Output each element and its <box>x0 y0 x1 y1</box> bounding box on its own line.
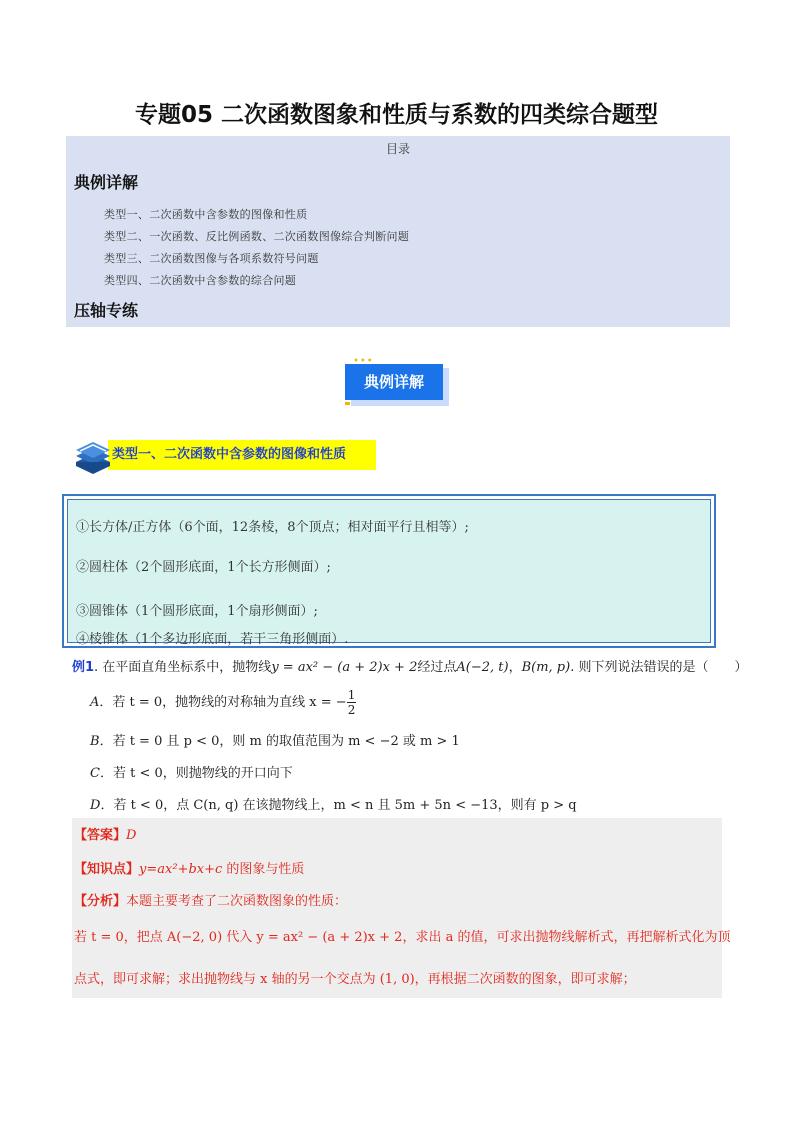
option-letter: B <box>90 734 100 749</box>
analysis-line <box>74 890 347 909</box>
book-stack-icon <box>72 436 114 478</box>
knowledge-label: 【知识点】 <box>74 862 140 877</box>
option-d[interactable] <box>90 794 577 813</box>
knowledge-line <box>74 858 304 877</box>
type-label: 类型一、二次函数中含参数的图像和性质 <box>108 440 376 470</box>
example-tag: 例1 <box>72 660 95 675</box>
answer-box <box>72 818 731 998</box>
note-line: ④棱锥体（1个多边形底面，若干三角形侧面）. <box>76 632 349 647</box>
fraction-numerator: 1 <box>347 688 356 702</box>
toc-label: 目录 <box>385 142 410 156</box>
stem-point-a: A(−2, t) <box>456 660 509 675</box>
example-stem <box>72 656 747 675</box>
badge-label: 典例详解 <box>345 364 443 400</box>
analysis-detail-1: 若 t = 0，把点 A(−2, 0) 代入 y = ax² − (a + 2)x + 2，求出 a 的值，可求出抛物线解析式，再把解析式化为顶 <box>74 930 731 945</box>
toc-item[interactable]: 类型一、二次函数中含参数的图像和性质 <box>104 208 308 221</box>
toc-section-practice[interactable]: 压轴专练 <box>74 301 139 320</box>
stem-point-b: B(m, p) <box>521 660 571 675</box>
badge-dots: ••• <box>353 356 374 367</box>
key-points-box <box>62 494 716 648</box>
answer-value: D <box>126 828 137 843</box>
knowledge-formula: y=ax²+bx+c <box>139 862 223 877</box>
section-badge <box>345 356 455 408</box>
table-of-contents <box>66 136 730 327</box>
option-c[interactable] <box>90 762 293 781</box>
type-banner <box>72 436 378 478</box>
badge-tick <box>345 402 350 405</box>
key-points-inner <box>67 499 711 647</box>
page-title: 专题05 二次函数图象和性质与系数的四类综合题型 <box>134 102 658 128</box>
note-line: ①长方体/正方体（6个面，12条棱，8个顶点；相对面平行且相等）; <box>76 520 469 535</box>
option-text: ．若 t = 0，抛物线的对称轴为直线 x = − <box>99 695 347 710</box>
stem-text-b: 经过点 <box>417 660 457 675</box>
toc-item[interactable]: 类型三、二次函数图像与各项系数符号问题 <box>104 252 319 265</box>
stem-sep: ， <box>508 660 522 675</box>
fraction-denominator: 2 <box>347 703 356 717</box>
option-b[interactable] <box>90 730 460 749</box>
toc-item[interactable]: 类型四、二次函数中含参数的综合问题 <box>104 274 297 287</box>
note-line: ③圆锥体（1个圆形底面，1个扇形侧面）; <box>76 604 318 619</box>
note-line: ②圆柱体（2个圆形底面，1个长方形侧面）; <box>76 560 331 575</box>
analysis-text: 本题主要考查了二次函数图象的性质： <box>126 894 348 909</box>
analysis-detail-2: 点式，即可求解；求出抛物线与 x 轴的另一个交点为 (1, 0)，再根据二次函数的图象，即可求解； <box>74 972 636 987</box>
analysis-label: 【分析】 <box>74 894 127 909</box>
knowledge-text: 的图象与性质 <box>222 862 305 877</box>
option-text: ．若 t < 0，则抛物线的开口向下 <box>99 766 293 781</box>
option-text: ．若 t = 0 且 p < 0，则 m 的取值范围为 m < −2 或 m > 1 <box>99 734 460 749</box>
answer-line <box>74 824 136 843</box>
stem-text-a: . 在平面直角坐标系中，抛物线 <box>94 660 272 675</box>
toc-item[interactable]: 类型二、一次函数、反比例函数、二次函数图像综合判断问题 <box>104 230 410 243</box>
toc-section-examples[interactable]: 典例详解 <box>74 173 139 192</box>
option-text: ．若 t < 0，点 C(n, q) 在该抛物线上，m < n 且 5m + 5n < −13，则有 p > q <box>100 798 577 813</box>
option-a[interactable] <box>90 688 356 717</box>
option-letter: D <box>90 798 101 813</box>
answer-label: 【答案】 <box>74 828 127 843</box>
option-letter: C <box>90 766 100 781</box>
stem-text-c: . 则下列说法错误的是（ ） <box>570 660 748 675</box>
fraction <box>347 688 357 717</box>
stem-formula: y = ax² − (a + 2)x + 2 <box>271 660 418 675</box>
option-letter: A <box>90 695 100 710</box>
